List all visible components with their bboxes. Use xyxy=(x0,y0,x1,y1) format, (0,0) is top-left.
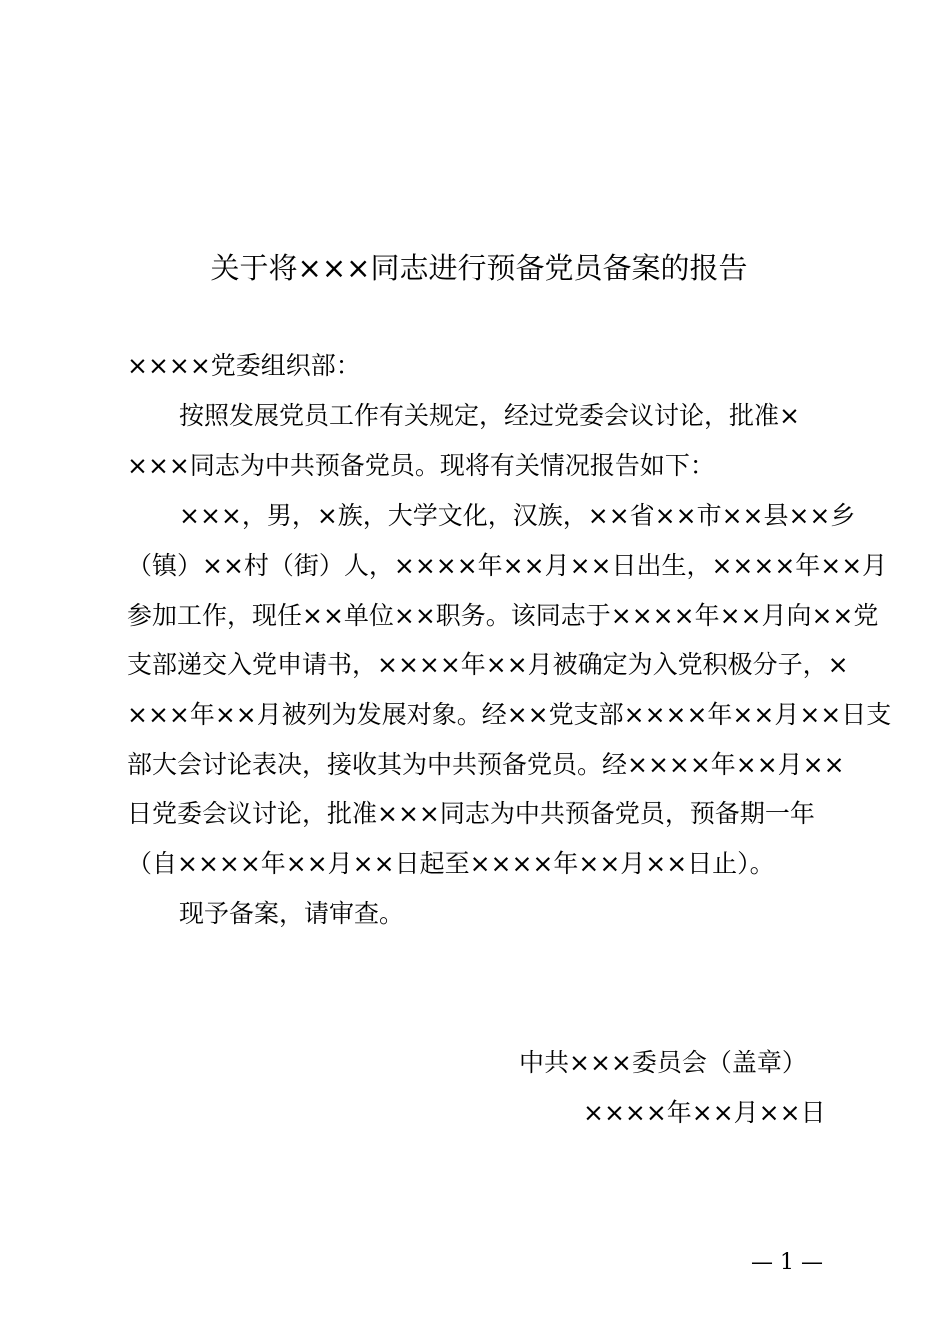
page-number: — 1 — xyxy=(751,1250,823,1275)
body-line: （镇）××村（街）人，××××年××月××日出生，××××年××月 xyxy=(127,551,888,580)
body-line: 部大会讨论表决，接收其为中共预备党员。经××××年××月×× xyxy=(127,750,845,779)
salutation: ××××党委组织部： xyxy=(127,351,361,380)
body-line: 参加工作，现任××单位××职务。该同志于××××年××月向××党 xyxy=(127,601,879,630)
document-title: 关于将×××同志进行预备党员备案的报告 xyxy=(210,251,748,285)
body-line: （自××××年××月××日起至××××年××月××日止）。 xyxy=(127,849,775,878)
signature-date: ××××年××月××日 xyxy=(583,1098,826,1127)
body-line: ×××年××月被列为发展对象。经××党支部××××年××月××日支 xyxy=(127,700,892,729)
signature-org: 中共×××委员会（盖章） xyxy=(519,1048,807,1077)
body-line: 日党委会议讨论，批准×××同志为中共预备党员，预备期一年 xyxy=(127,799,815,828)
body-line: 按照发展党员工作有关规定，经过党委会议讨论，批准× xyxy=(179,401,800,430)
body-line: 支部递交入党申请书，××××年××月被确定为入党积极分子，× xyxy=(127,650,849,679)
body-line: ×××，男，×族，大学文化，汉族，××省××市××县××乡 xyxy=(179,501,856,530)
body-line: 现予备案，请审查。 xyxy=(179,899,405,928)
body-line: ×××同志为中共预备党员。现将有关情况报告如下： xyxy=(127,451,715,480)
